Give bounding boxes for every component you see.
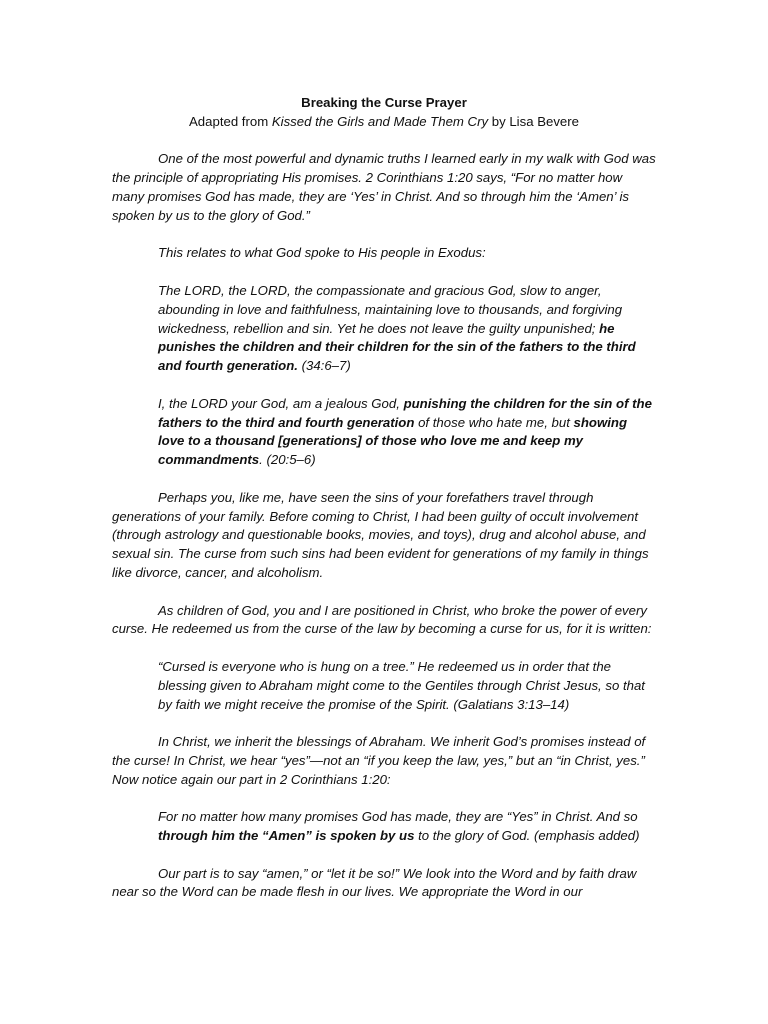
paragraph-our-part: Our part is to say “amen,” or “let it be so!” We look into the Word and by faith draw near so the Word can be made flesh in our lives. We appropriate the Word in our bbox=[112, 865, 637, 900]
quote-corinthians-part-b: through him the “Amen” is spoken by us bbox=[158, 828, 415, 844]
paragraph-exodus-intro: This relates to what God spoke to His people in Exodus: bbox=[158, 245, 486, 261]
subtitle-suffix: by Lisa Bevere bbox=[488, 113, 579, 129]
quote-exodus-20-part-c: of those who hate me, but bbox=[414, 414, 574, 430]
document-subtitle bbox=[112, 113, 656, 132]
quote-corinthians-part-c: to the glory of God. (emphasis added) bbox=[414, 828, 640, 844]
subtitle-prefix: Adapted from bbox=[189, 113, 272, 129]
paragraph-forefathers: Perhaps you, like me, have seen the sins of your forefathers travel through generations of your family. Before coming to Christ, I had been guilty of occult involvement (through astrology and questionable books, movies, and toys), drug and alcohol abuse, and sexual sin. The curse from such sins had been evident for generations of my family in things like divorce, cancer, and alcoholism. bbox=[112, 489, 649, 580]
quote-exodus-20-part-a: I, the LORD your God, am a jealous God, bbox=[158, 395, 404, 411]
quote-galatians: “Cursed is everyone who is hung on a tree.” He redeemed us in order that the blessing given to Abraham might come to the Gentiles through Christ Jesus, so that by faith we might receive the promise of the Spirit. (Galatians 3:13–14) bbox=[158, 658, 645, 712]
paragraph-in-christ: In Christ, we inherit the blessings of Abraham. We inherit God’s promises instead of the curse! In Christ, we hear “yes”—not an “if you keep the law, yes,” but an “in Christ, yes.” Now notice again our part in 2 Corinthians 1:20: bbox=[112, 734, 646, 787]
quote-exodus-20 bbox=[112, 395, 656, 470]
quote-exodus-20-part-e: . (20:5–6) bbox=[259, 452, 316, 468]
quote-corinthians-part-a: For no matter how many promises God has made, they are “Yes” in Christ. And so bbox=[158, 809, 638, 825]
quote-exodus-34-emphasis: he punishes the children and their children for the sin of the fathers to the third and fourth generation. bbox=[158, 320, 636, 374]
quote-exodus-20-part-d: showing love to a thousand [generations] of those who love me and keep my commandments bbox=[158, 414, 628, 468]
quote-exodus-34 bbox=[112, 282, 656, 376]
book-title: Kissed the Girls and Made Them Cry bbox=[271, 113, 489, 129]
document-title: Breaking the Curse Prayer bbox=[301, 95, 467, 110]
quote-exodus-34-ref: (34:6–7) bbox=[297, 358, 351, 374]
quote-exodus-20-part-b: punishing the children for the sin of the fathers to the third and fourth generation bbox=[158, 395, 652, 430]
quote-exodus-34-text: The LORD, the LORD, the compassionate and gracious God, slow to anger, abounding in love and faithfulness, maintaining love to thousands, and forgiving wickedness, rebellion and sin. Yet he does not leave the guilty unpunished; bbox=[158, 282, 623, 336]
paragraph-intro: One of the most powerful and dynamic truths I learned early in my walk with God was the principle of appropriating His promises. 2 Corinthians 1:20 says, “For no matter how many promises God has made, they are ‘Yes’ in Christ. And so through him the ‘Amen’ is spoken by us to the glory of God.” bbox=[112, 151, 656, 223]
quote-corinthians bbox=[112, 808, 656, 846]
paragraph-children-of-god: As children of God, you and I are positioned in Christ, who broke the power of every curse. He redeemed us from the curse of the law by becoming a curse for us, for it is written: bbox=[112, 602, 652, 637]
